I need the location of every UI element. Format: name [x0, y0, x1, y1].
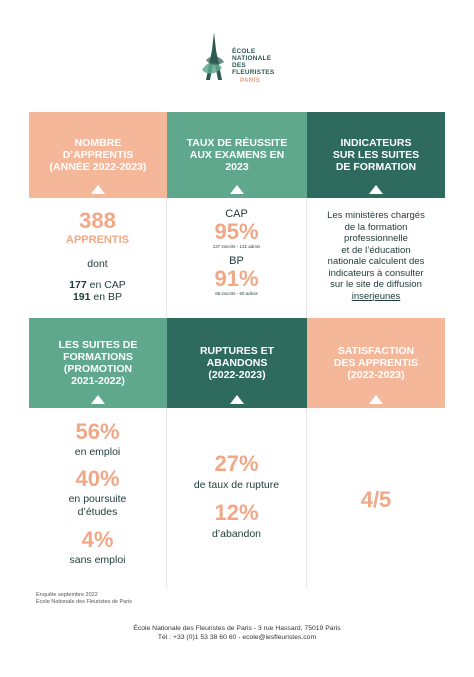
footer-contact: Tél : +33 (0)1 53 38 60 60 - ecole@lesfleuristes.com — [157, 634, 317, 641]
school-name-line: FLEURISTES — [232, 69, 275, 76]
indicateurs-line: de la formation — [344, 221, 408, 233]
header-line: DES APPRENTIS — [333, 357, 419, 369]
apprentis-dont: dont — [87, 258, 108, 270]
panel-ruptures — [167, 408, 307, 588]
apprentis-cap-count: 177 — [69, 279, 87, 291]
panel-satisfaction — [307, 408, 445, 588]
page-footer — [0, 624, 474, 642]
header-taux-reussite — [167, 112, 307, 198]
header-line: ABANDONS — [206, 357, 268, 369]
school-name-line: ÉCOLE — [232, 48, 256, 55]
header-line: (2022-2023) — [347, 369, 405, 381]
up-arrow-icon — [369, 395, 383, 404]
header-line: RUPTURES ET — [199, 345, 275, 357]
header-line: (ANNÉE 2022-2023) — [49, 161, 147, 173]
header-line: NOMBRE — [74, 137, 122, 149]
header-indicateurs — [307, 112, 445, 198]
footnote-line: École Nationale des Fleuristes de Paris — [36, 599, 132, 605]
up-arrow-icon — [230, 395, 244, 404]
header-nombre-apprentis — [29, 112, 167, 198]
reussite-bp-rate: 91% — [214, 266, 259, 291]
school-name — [232, 48, 274, 76]
footer-address: École Nationale des Fleuristes de Paris - 3 rue Hassard, 75019 Paris — [133, 625, 341, 632]
ruptures-label: de taux de rupture — [193, 479, 280, 491]
header-line: 2023 — [225, 161, 249, 173]
header-line: FORMATIONS — [63, 351, 133, 363]
header-line: INDICATEURS — [340, 137, 412, 149]
header-line: TAUX DE RÉUSSITE — [186, 137, 288, 149]
apprentis-bp-count: 191 — [72, 291, 91, 303]
apprentis-cap-label: en CAP — [86, 279, 126, 291]
header-line: SUR LES SUITES — [332, 149, 420, 161]
header-suites-formations — [29, 318, 167, 408]
reussite-cap-label: CAP — [225, 208, 248, 220]
eiffel-flower-icon — [200, 30, 228, 84]
apprentis-bp-label: en BP — [90, 291, 123, 303]
school-name-line: NATIONALE — [232, 55, 272, 62]
header-satisfaction — [307, 318, 445, 408]
panel-reussite — [167, 198, 307, 318]
header-line: AUX EXAMENS EN — [189, 149, 285, 161]
school-name-line: DES — [232, 62, 246, 69]
panel-suites — [29, 408, 167, 588]
abandon-label: d’abandon — [211, 528, 262, 540]
suites-sans-rate: 4% — [81, 527, 114, 552]
up-arrow-icon — [91, 185, 105, 194]
abandon-rate: 12% — [214, 500, 259, 525]
reussite-bp-detail: 66 inscrits - 60 admis — [215, 291, 258, 296]
reussite-bp-label: BP — [229, 255, 244, 267]
suites-emploi-rate: 56% — [75, 419, 120, 444]
header-line: (PROMOTION — [63, 363, 133, 375]
survey-footnote — [36, 592, 132, 606]
apprentis-total-label: APPRENTIS — [66, 234, 129, 246]
header-line: (2022-2023) — [208, 369, 266, 381]
panel-indicateurs — [307, 198, 445, 318]
inserjeunes-link[interactable]: inserjeunes — [351, 290, 401, 302]
apprentis-total: 388 — [79, 208, 116, 233]
suites-sans-label: sans emploi — [69, 554, 126, 566]
header-line: 2021-2022) — [71, 375, 125, 387]
up-arrow-icon — [230, 185, 244, 194]
header-ruptures — [167, 318, 307, 408]
header-line: LES SUITES DE — [58, 339, 138, 351]
footnote-line: Enquête septembre 2022 — [36, 592, 98, 598]
suites-poursuite-label-line: d’études — [77, 506, 118, 518]
indicateurs-line: Les ministères chargés — [327, 210, 425, 221]
indicateurs-line: et de l’éducation — [341, 244, 411, 256]
up-arrow-icon — [369, 185, 383, 194]
header-line: D’APPRENTIS — [62, 149, 134, 161]
suites-poursuite-label — [29, 493, 166, 519]
indicateurs-line: professionnelle — [344, 233, 408, 244]
panel-apprentis — [29, 198, 167, 318]
header-line: DE FORMATION — [335, 161, 417, 173]
ruptures-rate: 27% — [214, 451, 259, 476]
reussite-cap-rate: 95% — [214, 219, 259, 244]
header-line: SATISFACTION — [337, 345, 415, 357]
suites-poursuite-label-line: en poursuite — [68, 493, 127, 505]
school-logo — [200, 30, 280, 90]
apprentis-bp-line — [29, 291, 166, 303]
suites-emploi-label: en emploi — [74, 446, 121, 458]
apprentis-cap-line — [29, 279, 166, 291]
up-arrow-icon — [91, 395, 105, 404]
indicateurs-line: sur le site de diffusion — [330, 279, 422, 290]
satisfaction-score: 4/5 — [360, 487, 392, 512]
school-city: PARIS — [240, 78, 261, 84]
suites-poursuite-rate: 40% — [75, 466, 120, 491]
reussite-cap-detail: 137 inscrits - 131 admis — [212, 244, 261, 249]
indicateurs-text — [307, 210, 445, 302]
indicateurs-line: indicateurs à consulter — [328, 267, 424, 279]
indicateurs-line: nationale calculent des — [327, 256, 425, 267]
